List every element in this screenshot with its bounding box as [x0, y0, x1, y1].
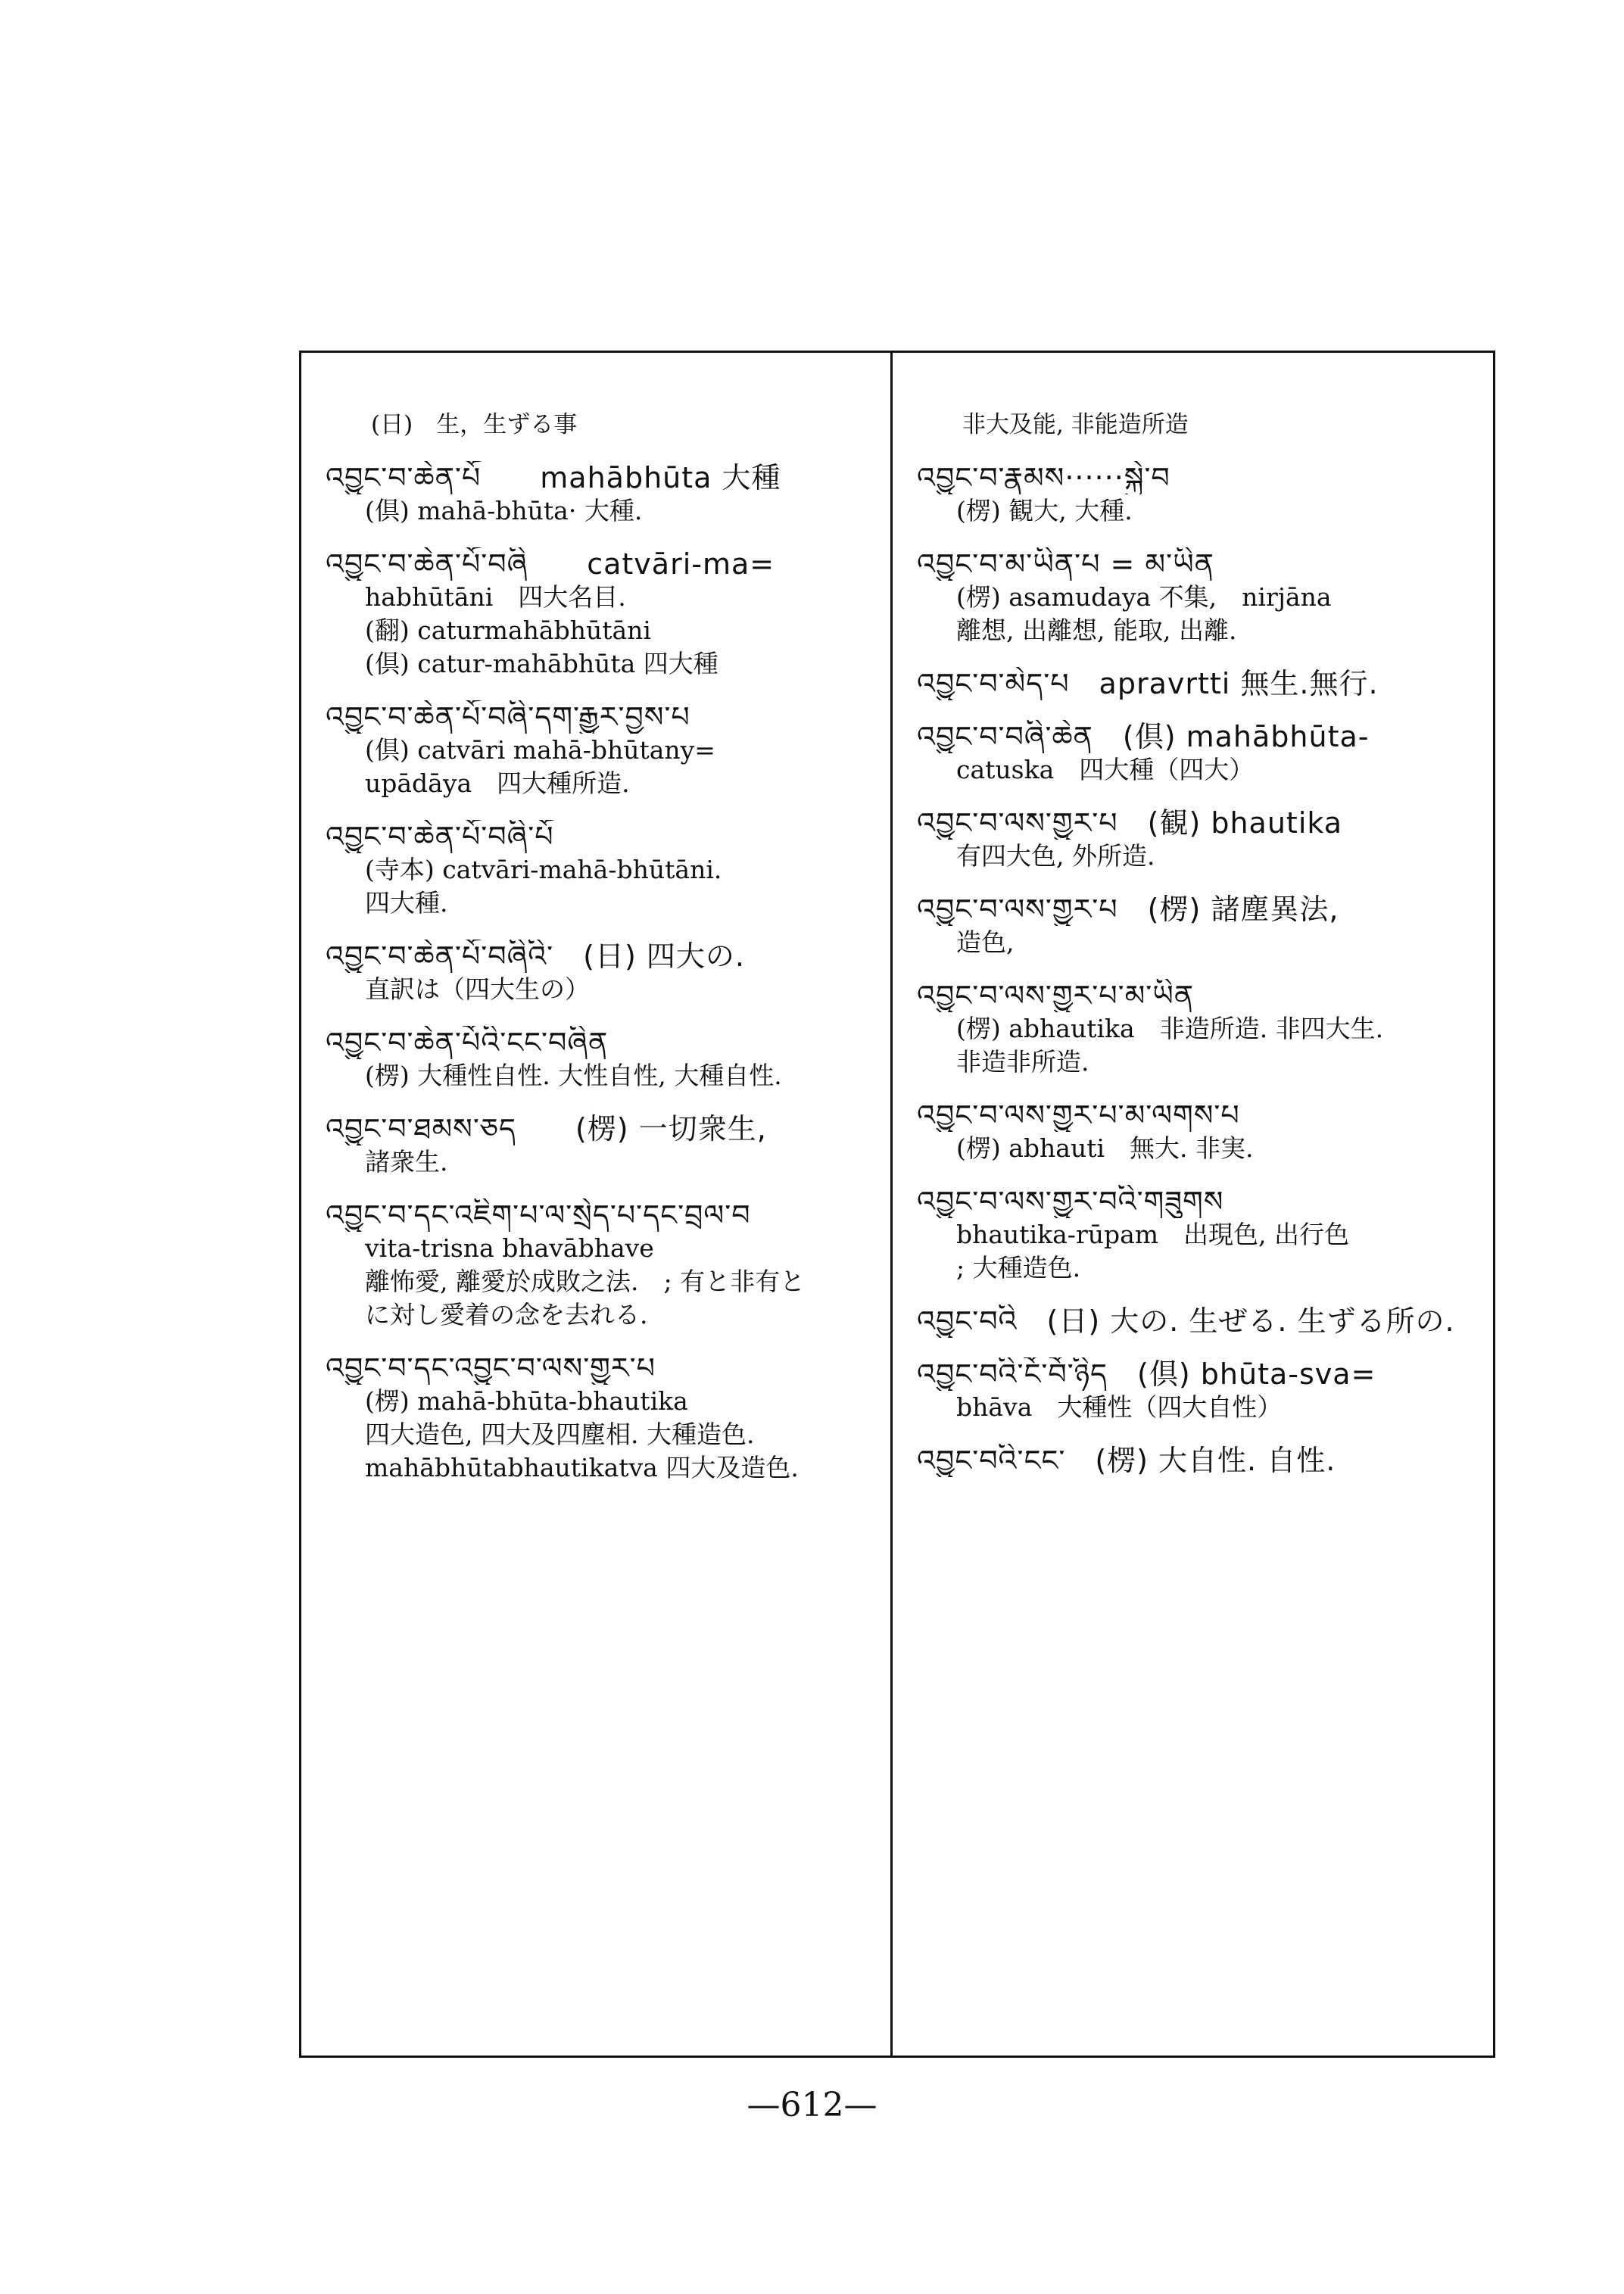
entry-line: upādāya 四大種所造.: [365, 768, 630, 798]
dictionary-entry: [917, 1185, 1479, 1285]
dictionary-entry: [917, 1357, 1479, 1424]
entry-headword: འབྱུང་བའི་ངོ་བོ་ཉིད (倶) bhūta-sva=: [917, 1357, 1376, 1391]
entry-line: (楞) abhautika 非造所造. 非四大生.: [956, 1014, 1384, 1043]
entry-headword: འབྱུང་བ་དང་འབྱུང་བ་ལས་གྱུར་པ: [326, 1351, 656, 1385]
entry-line: (楞) 大種性自性. 大性自性, 大種自性.: [365, 1061, 782, 1090]
entry-line: 有四大色, 外所造.: [956, 841, 1155, 871]
entry-line: habhūtāni 四大名目.: [365, 582, 626, 612]
dictionary-entry: [917, 893, 1479, 959]
entry-line: (楞) abhauti 無大. 非実.: [956, 1133, 1254, 1163]
entry-headword: འབྱུང་བ་ཆེན་པོ་བཞི་དག་རྒྱུར་བྱས་པ: [326, 700, 690, 734]
entry-headword: འབྱུང་བ་ལས་གྱུར་བའི་གཟུགས: [917, 1185, 1224, 1218]
dictionary-entry: [917, 667, 1479, 700]
entry-line: 四大種.: [365, 888, 448, 918]
entry-line: bhāva 大種性（四大自性）: [956, 1392, 1283, 1422]
right-column: [893, 351, 1493, 1477]
entry-line: 離怖愛, 離愛於成敗之法. ; 有と非有と: [365, 1267, 806, 1296]
dictionary-entry: [917, 547, 1479, 647]
entry-line: vita-trisna bhavābhave: [365, 1233, 654, 1263]
entry-line: 非大及能, 非能造所造: [962, 411, 1189, 438]
column-header: [917, 408, 1479, 441]
entry-line: 離想, 出離想, 能取, 出離.: [956, 616, 1237, 645]
entry-headword: འབྱུང་བའི་ངང་ (楞) 大自性. 自性.: [917, 1444, 1336, 1477]
entry-headword: འབྱུང་བ་མ་ཡིན་པ = མ་ཡིན: [917, 547, 1214, 581]
entry-headword: འབྱུང་བ་ཆེན་པོའི་ངང་བཞིན: [326, 1026, 609, 1059]
dictionary-entry: [917, 1304, 1479, 1338]
dictionary-entry: [326, 940, 875, 1006]
dictionary-entry: [326, 1351, 875, 1485]
page-number: —612—: [747, 2086, 877, 2124]
entry-line: catuska 四大種（四大）: [956, 755, 1255, 784]
dictionary-entry: [917, 806, 1479, 873]
entry-headword: འབྱུང་བ་ལས་གྱུར་པ་མ་ལགས་པ: [917, 1099, 1240, 1132]
left-column: [301, 351, 890, 1485]
dictionary-entry: [326, 547, 875, 681]
entry-line: (倶) catvāri mahā-bhūtany=: [365, 735, 715, 765]
entry-line: (楞) mahā-bhūta-bhautika: [365, 1386, 688, 1416]
entry-line: (寺本) catvāri-mahā-bhūtāni.: [365, 855, 722, 884]
entry-headword: འབྱུང་བ་ལས་གྱུར་པ (観) bhautika: [917, 806, 1343, 840]
entry-headword: འབྱུང་བ་ཆེན་པོ་བཞིའི་ (日) 四大の.: [326, 940, 745, 973]
entry-line: bhautika-rūpam 出現色, 出行色: [956, 1220, 1350, 1249]
dictionary-entry: [326, 700, 875, 800]
entry-line: mahābhūtabhautikatva 四大及造色.: [365, 1453, 799, 1482]
dictionary-entry: [917, 461, 1479, 528]
entry-headword: འབྱུང་བ་ལས་གྱུར་པ (楞) 諸塵異法,: [917, 893, 1339, 926]
entry-line: 非造非所造.: [956, 1047, 1089, 1077]
entry-headword: འབྱུང་བ་མེད་པ apravrtti 無生.無行.: [917, 667, 1379, 700]
dictionary-entry: [326, 1026, 875, 1092]
entry-headword: འབྱུང་བ་བཞི་ཆེན (倶) mahābhūta-: [917, 720, 1370, 753]
entry-headword: འབྱུང་བའི (日) 大の. 生ぜる. 生ずる所の.: [917, 1304, 1455, 1338]
dictionary-entry: [326, 820, 875, 920]
dictionary-entry: [917, 1099, 1479, 1165]
entry-headword: འབྱུང་བ་ཐམས་ཅད (楞) 一切衆生,: [326, 1112, 767, 1145]
entry-line: 直訳は（四大生の）: [365, 974, 590, 1004]
entry-line: (翻) caturmahābhūtāni: [365, 616, 651, 645]
entry-line: (倶) catur-mahābhūta 四大種: [365, 649, 718, 678]
dictionary-entry: [917, 979, 1479, 1079]
entry-line: ; 大種造色.: [956, 1253, 1081, 1283]
entry-headword: འབྱུང་བ་དང་འཇིག་པ་ལ་སྲེད་པ་དང་བྲལ་བ: [326, 1198, 751, 1232]
entry-line: (楞) 観大, 大種.: [956, 496, 1133, 525]
column-header: [326, 408, 875, 441]
entry-line: 諸衆生.: [365, 1147, 448, 1177]
entry-headword: འབྱུང་བ་ཆེན་པོ་བཞི་པོ: [326, 820, 554, 853]
entry-line: に対し愛着の念を去れる.: [365, 1300, 648, 1329]
entry-headword: འབྱུང་བ་ཆེན་པོ mahābhūta 大種: [326, 461, 781, 494]
dictionary-entry: [326, 1198, 875, 1332]
dictionary-entry: [326, 1112, 875, 1179]
dictionary-entry: [326, 461, 875, 528]
entry-headword: འབྱུང་བ་རྣམས······སྐྱེ་བ: [917, 461, 1170, 494]
entry-headword: འབྱུང་བ་ལས་གྱུར་པ་མ་ཡིན: [917, 979, 1195, 1012]
entry-headword: འབྱུང་བ་ཆེན་པོ་བཞི catvāri-ma=: [326, 547, 775, 581]
dictionary-entry: [917, 720, 1479, 787]
entry-line: (楞) asamudaya 不集, nirjāna: [956, 582, 1332, 612]
entry-line: 造色,: [956, 927, 1015, 957]
entry-line: (日) 生，生ずる事: [371, 411, 578, 438]
entry-line: 四大造色, 四大及四塵相. 大種造色.: [365, 1420, 755, 1449]
entry-line: (倶) mahā-bhūta· 大種.: [365, 496, 643, 525]
dictionary-entry: [917, 1444, 1479, 1477]
